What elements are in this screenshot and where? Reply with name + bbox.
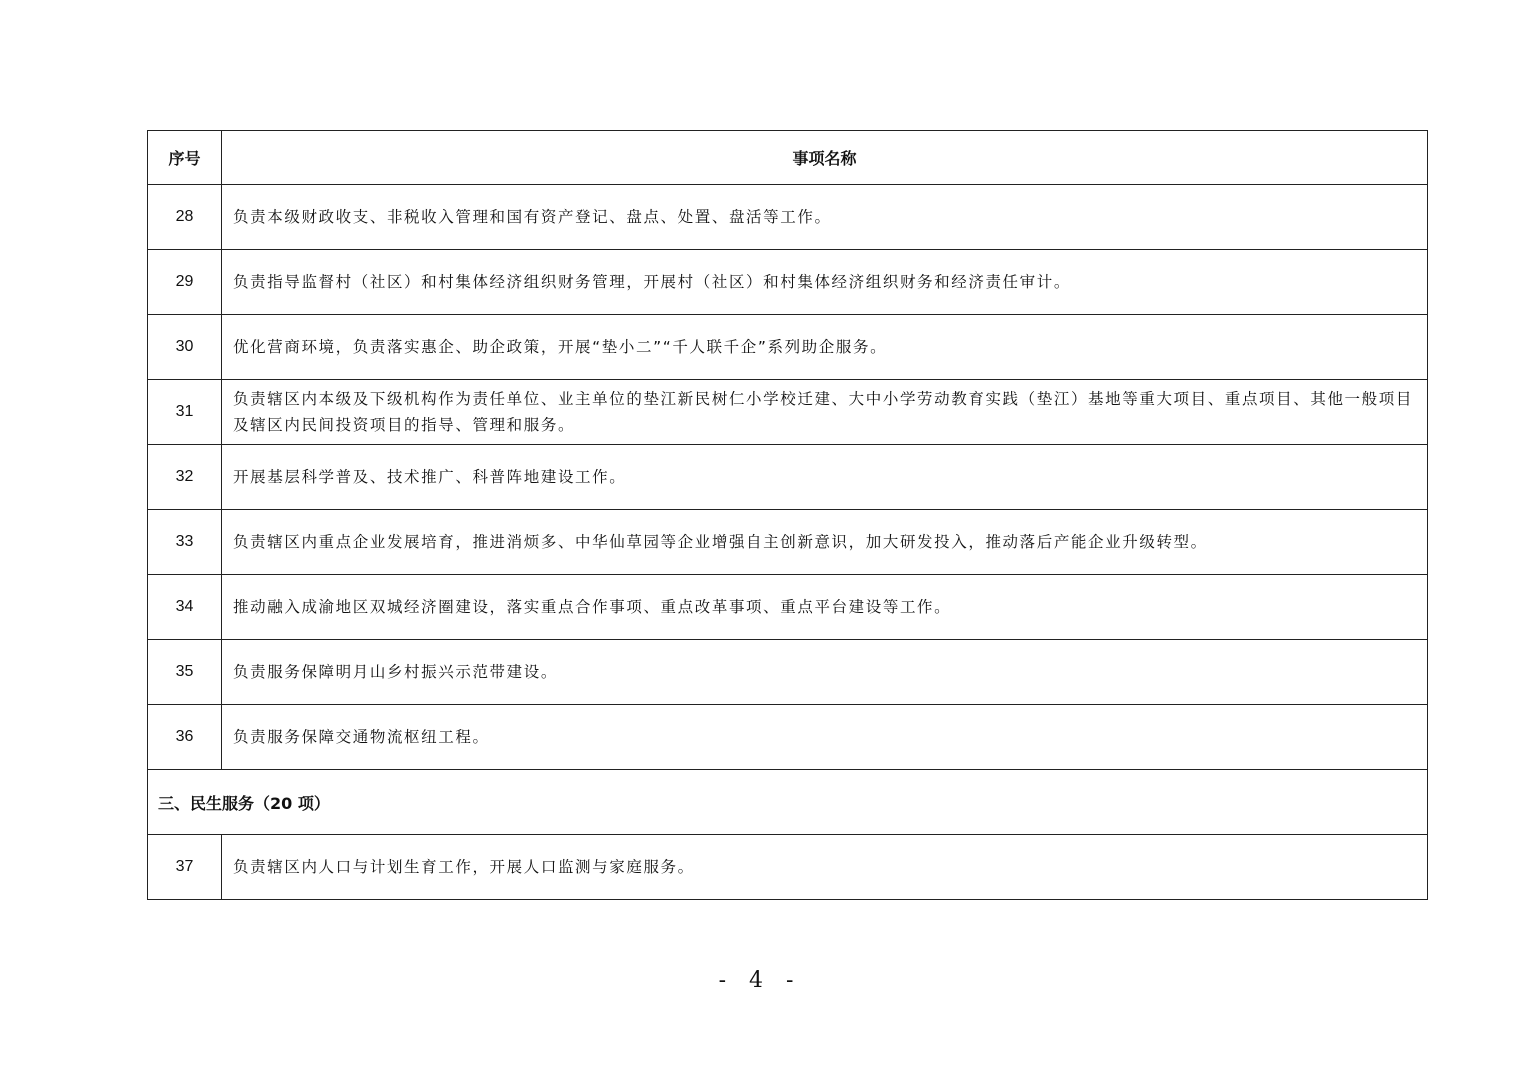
header-name: 事项名称 (222, 131, 1428, 185)
table-row (148, 835, 1428, 900)
row-matter-name: 负责辖区内重点企业发展培育，推进消烦多、中华仙草园等企业增强自主创新意识，加大研发投入，推动落后产能企业升级转型。 (222, 510, 1428, 575)
table-row (148, 640, 1428, 705)
row-matter-name: 优化营商环境，负责落实惠企、助企政策，开展“垫小二”“千人联千企”系列助企服务。 (222, 315, 1428, 380)
row-matter-name: 负责本级财政收支、非税收入管理和国有资产登记、盘点、处置、盘活等工作。 (222, 185, 1428, 250)
row-number: 32 (148, 445, 222, 510)
table-row (148, 575, 1428, 640)
row-matter-name: 负责服务保障交通物流枢纽工程。 (222, 705, 1428, 770)
row-number: 36 (148, 705, 222, 770)
row-number: 33 (148, 510, 222, 575)
table-header-row (148, 131, 1428, 185)
table-row (148, 510, 1428, 575)
row-matter-name: 推动融入成渝地区双城经济圈建设，落实重点合作事项、重点改革事项、重点平台建设等工作。 (222, 575, 1428, 640)
row-matter-name: 负责服务保障明月山乡村振兴示范带建设。 (222, 640, 1428, 705)
table-row (148, 705, 1428, 770)
row-number: 35 (148, 640, 222, 705)
row-number: 34 (148, 575, 222, 640)
table-row (148, 380, 1428, 445)
row-matter-name: 开展基层科学普及、技术推广、科普阵地建设工作。 (222, 445, 1428, 510)
matters-table (147, 130, 1428, 900)
page-number: - 4 - (718, 968, 802, 993)
table-row (148, 250, 1428, 315)
section-heading: 三、民生服务（20 项） (148, 770, 1428, 835)
row-matter-name: 负责辖区内本级及下级机构作为责任单位、业主单位的垫江新民树仁小学校迁建、大中小学劳动教育实践（垫江）基地等重大项目、重点项目、其他一般项目及辖区内民间投资项目的指导、管理和服务。 (222, 380, 1428, 445)
row-matter-name: 负责辖区内人口与计划生育工作，开展人口监测与家庭服务。 (222, 835, 1428, 900)
header-no: 序号 (148, 131, 222, 185)
row-number: 30 (148, 315, 222, 380)
row-number: 29 (148, 250, 222, 315)
row-number: 28 (148, 185, 222, 250)
row-number: 31 (148, 380, 222, 445)
table-row (148, 185, 1428, 250)
row-matter-name: 负责指导监督村（社区）和村集体经济组织财务管理，开展村（社区）和村集体经济组织财务和经济责任审计。 (222, 250, 1428, 315)
row-number: 37 (148, 835, 222, 900)
section-heading-row (148, 770, 1428, 835)
table-row (148, 445, 1428, 510)
table-row (148, 315, 1428, 380)
